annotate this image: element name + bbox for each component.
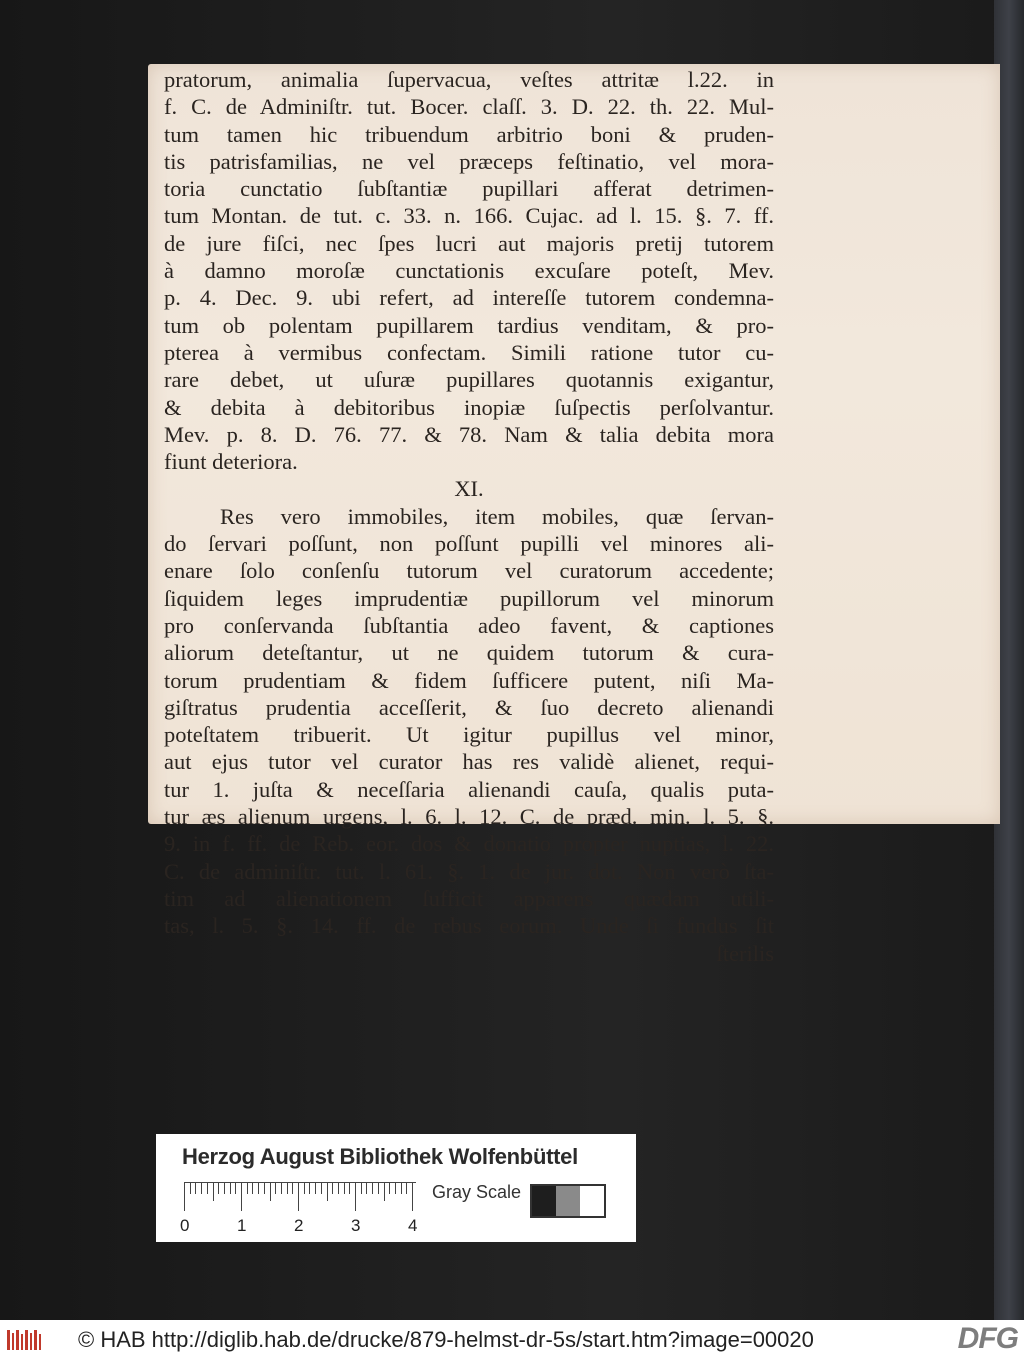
footer-bar <box>0 1320 1024 1360</box>
text-line: ſiquidem leges imprudentiæ pupillorum vel minorum <box>164 585 774 611</box>
text-line: aliorum deteſtantur, ut ne quidem tutorum & cura- <box>164 640 774 666</box>
text-line: f. C. de Adminiſtr. tut. Bocer. claſſ. 3. D. 22. th. 22. Mul- <box>164 94 774 120</box>
ruler-tick <box>230 1183 231 1194</box>
text-line: tum tamen hic tribuendum arbitrio boni & pruden- <box>164 121 774 147</box>
text-line: do ſervari poſſunt, non poſſunt pupilli vel minores ali- <box>164 531 774 557</box>
ruler-tick <box>406 1183 407 1194</box>
library-name: Herzog August Bibliothek Wolfenbüttel <box>182 1144 578 1169</box>
text-line: Res vero immobiles, item mobiles, quæ ſervan- <box>220 503 774 529</box>
text-line: torum prudentiam & fidem ſufficere putent, niſi Ma- <box>164 667 774 693</box>
ruler-tick <box>247 1183 248 1194</box>
text-line: giſtratus prudentia acceſſerit, & ſuo decreto alienandi <box>164 694 774 720</box>
section-heading: XI. <box>454 476 484 502</box>
ruler-number: 4 <box>408 1216 418 1235</box>
ruler-number: 3 <box>351 1216 361 1235</box>
ruler-tick <box>270 1183 271 1201</box>
ruler-tick <box>401 1183 402 1194</box>
gray-swatch <box>580 1186 604 1216</box>
gray-scale-swatch <box>530 1184 606 1218</box>
ruler-tick <box>389 1183 390 1194</box>
ruler-tick <box>207 1183 208 1194</box>
ruler-tick <box>366 1183 367 1194</box>
ruler-tick <box>332 1183 333 1194</box>
ruler-tick <box>213 1183 214 1201</box>
ruler-tick <box>258 1183 259 1194</box>
catchword: ſterilis <box>716 940 774 966</box>
text-line: & debita à debitoribus inopiæ ſuſpectis perſolvantur. <box>164 394 774 420</box>
ruler-tick <box>327 1183 328 1201</box>
text-line: de jure fiſci, nec ſpes lucri aut majoris pretij tutorem <box>164 230 774 256</box>
ruler-number: 1 <box>237 1216 247 1235</box>
text-line: enare ſolo conſenſu tutorum vel curatorum accedente; <box>164 558 774 584</box>
text-line: tas, l. 5. §. 14. ff. de rebus eorum. Unde ſi fundus ſit <box>164 913 774 939</box>
text-line: tum ob polentam pupillarem tardius venditam, & pro- <box>164 312 774 338</box>
gray-swatch <box>556 1186 580 1216</box>
footer-copyright-url[interactable]: © HAB http://diglib.hab.de/drucke/879-helmst-dr-5s/start.htm?image=00020 <box>78 1327 814 1352</box>
ruler-tick <box>184 1183 185 1211</box>
text-line: tur 1. juſta & neceſſaria alienandi cauſa, qualis puta- <box>164 776 774 802</box>
text-line: toria cunctatio ſubſtantiæ pupillari afferat detrimen- <box>164 176 774 202</box>
ruler-tick <box>412 1183 413 1211</box>
ruler-tick <box>195 1183 196 1194</box>
text-line: à damno moroſæ cunctationis excuſare poteſt, Mev. <box>164 258 774 284</box>
ruler-tick <box>241 1183 242 1211</box>
gray-swatch <box>532 1186 556 1216</box>
ruler-tick <box>287 1183 288 1194</box>
ruler-tick <box>384 1183 385 1201</box>
text-line: tur æs alienum urgens, l. 6. l. 12. C. de præd. min. l. 5. §. <box>164 804 774 830</box>
page-text <box>164 66 774 967</box>
ruler-tick <box>292 1183 293 1194</box>
section-paragraph <box>164 503 774 940</box>
ruler-tick <box>349 1183 350 1194</box>
ruler-tick <box>338 1183 339 1194</box>
ruler-tick <box>224 1183 225 1194</box>
ruler-tick <box>395 1183 396 1194</box>
text-line: tum Montan. de tut. c. 33. n. 166. Cujac. ad l. 15. §. 7. ff. <box>164 203 774 229</box>
text-line: 9. in f. ff. de Reb. eor. dos & donatio propter nuptias, l. 22. <box>164 831 774 857</box>
ruler-tick <box>298 1183 299 1211</box>
ruler-numbers <box>180 1216 420 1236</box>
barcode-logo-icon <box>6 1328 46 1352</box>
ruler-tick <box>201 1183 202 1194</box>
text-line: tim ad alienationem ſufficit apparens quædam utili- <box>164 885 774 911</box>
text-line: pterea à vermibus confectam. Simili ratione tutor cu- <box>164 339 774 365</box>
ruler-tick <box>218 1183 219 1194</box>
text-line: pro conſervanda ſubſtantia adeo favent, & captiones <box>164 612 774 638</box>
ruler-tick <box>235 1183 236 1194</box>
ruler-tick <box>372 1183 373 1194</box>
text-line: C. de adminiſtr. tut. l. 61. §. 1. de jur. dot. Non verò ſta- <box>164 858 774 884</box>
text-line: poteſtatem tribuerit. Ut igitur pupillus vel minor, <box>164 722 774 748</box>
ruler-tick <box>264 1183 265 1194</box>
ruler-tick <box>344 1183 345 1194</box>
measurement-ruler <box>184 1182 416 1211</box>
text-line: pratorum, animalia ſupervacua, veſtes attritæ l.22. in <box>164 67 774 92</box>
text-line: rare debet, ut uſuræ pupillares quotannis exigantur, <box>164 367 774 393</box>
ruler-tick <box>252 1183 253 1194</box>
text-line: aut ejus tutor vel curator has res validè alienet, requi- <box>164 749 774 775</box>
ruler-tick <box>281 1183 282 1194</box>
ruler-tick <box>309 1183 310 1194</box>
ruler-tick <box>190 1183 191 1194</box>
ruler-tick <box>304 1183 305 1194</box>
dfg-logo: DFG <box>957 1322 1018 1355</box>
ruler-tick <box>361 1183 362 1194</box>
ruler-tick <box>321 1183 322 1194</box>
text-line: p. 4. Dec. 9. ubi refert, ad intereſſe tutorem condemna- <box>164 285 774 311</box>
text-line: Mev. p. 8. D. 76. 77. & 78. Nam & talia debita mora <box>164 421 774 447</box>
ruler-tick <box>355 1183 356 1211</box>
paragraph-continued <box>164 66 774 475</box>
ruler-tick <box>275 1183 276 1194</box>
gray-scale-label: Gray Scale <box>432 1182 522 1202</box>
ruler-number: 0 <box>180 1216 190 1235</box>
text-line: fiunt deteriora. <box>164 449 298 475</box>
library-label-card <box>156 1134 636 1242</box>
ruler-number: 2 <box>294 1216 304 1235</box>
ruler-tick <box>315 1183 316 1194</box>
ruler-tick <box>378 1183 379 1194</box>
text-line: tis patrisfamilias, ne vel præceps feſtinatio, vel mora- <box>164 148 774 174</box>
